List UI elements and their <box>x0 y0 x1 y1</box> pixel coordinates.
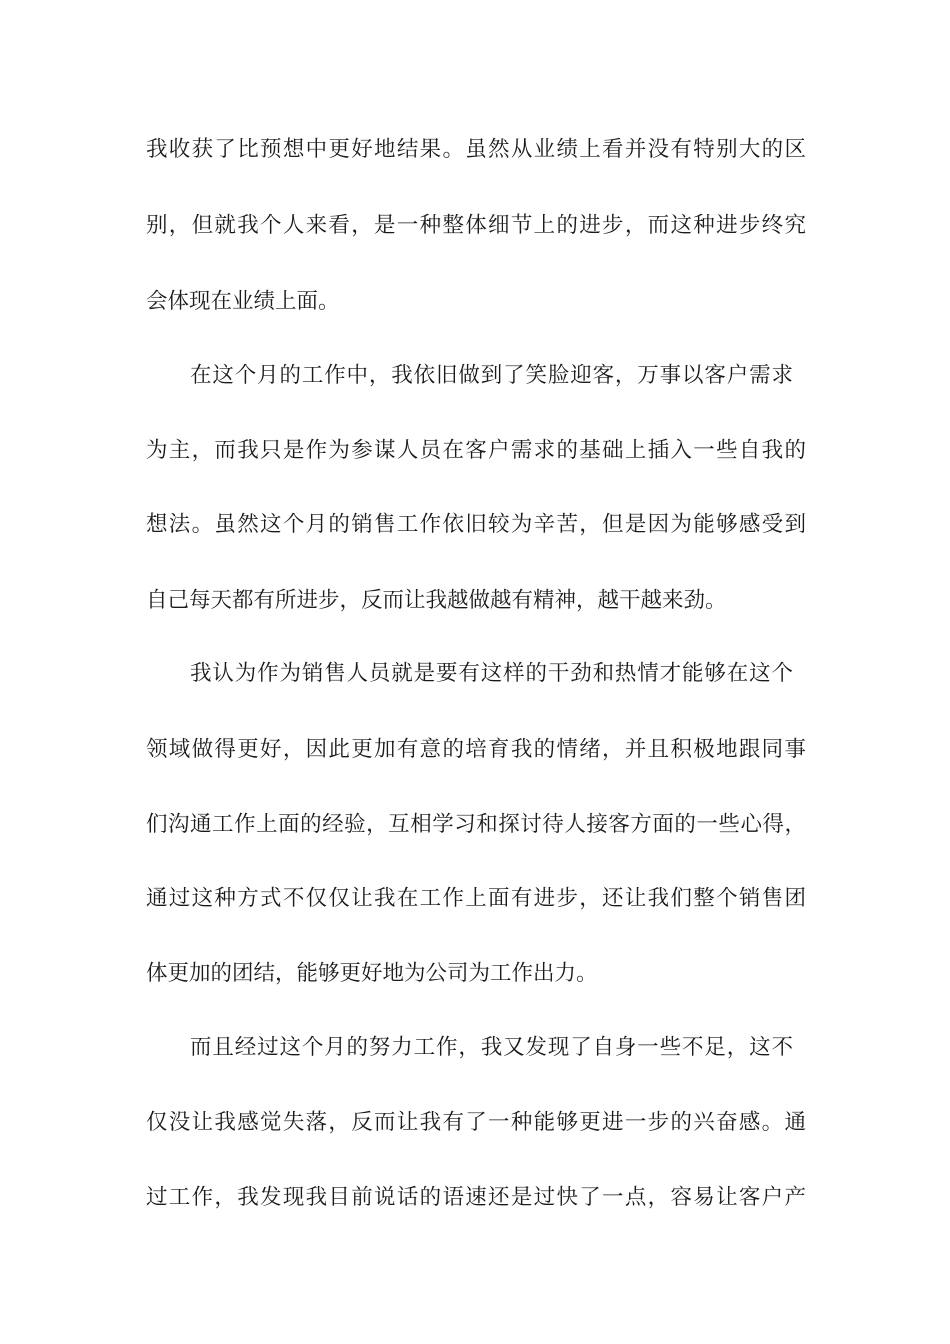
text-line: 别，但就我个人来看，是一种整体细节上的进步，而这种进步终究 <box>146 213 806 238</box>
text-line: 通过这种方式不仅仅让我在工作上面有进步，还让我们整个销售团 <box>146 886 806 911</box>
text-line: 我收获了比预想中更好地结果。虽然从业绩上看并没有特别大的区 <box>146 137 806 162</box>
text-line: 领域做得更好，因此更加有意的培育我的情绪，并且积极地跟同事 <box>146 737 806 762</box>
text-line: 会体现在业绩上面。 <box>146 289 340 314</box>
text-line: 体更加的团结，能够更好地为公司为工作出力。 <box>146 961 598 986</box>
text-line: 想法。虽然这个月的销售工作依旧较为辛苦，但是因为能够感受到 <box>146 512 806 537</box>
paragraph-first-line: 我认为作为销售人员就是要有这样的干劲和热情才能够在这个 <box>190 661 793 686</box>
text-line: 们沟通工作上面的经验，互相学习和探讨待人接客方面的一些心得， <box>146 812 806 837</box>
text-line: 过工作，我发现我目前说话的语速还是过快了一点，容易让客户产 <box>146 1185 806 1210</box>
paragraph-first-line: 而且经过这个月的努力工作，我又发现了自身一些不足，这不 <box>190 1035 793 1060</box>
text-line: 仅没让我感觉失落，反而让我有了一种能够更进一步的兴奋感。通 <box>146 1110 806 1135</box>
text-line: 为主，而我只是作为参谋人员在客户需求的基础上插入一些自我的 <box>146 438 806 463</box>
text-line: 自己每天都有所进步，反而让我越做越有精神，越干越来劲。 <box>146 588 727 613</box>
paragraph-first-line: 在这个月的工作中，我依旧做到了笑脸迎客，万事以客户需求 <box>190 363 793 388</box>
